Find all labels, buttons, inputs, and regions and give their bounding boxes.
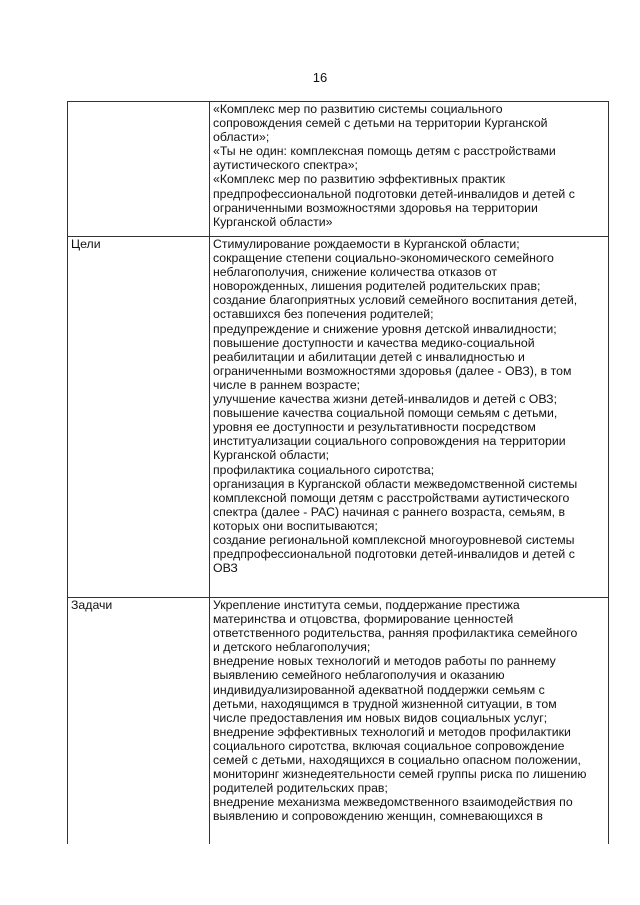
- text-line: комплексной помощи детям с расстройствами аутистического: [213, 490, 570, 505]
- text-line: числе предоставления им новых видов социальных услуг;: [213, 710, 548, 725]
- text-line: сопровождения семей с детьми на территории Курганской: [213, 116, 548, 131]
- text-line: числе в раннем возрасте;: [213, 377, 361, 392]
- text-line: институализации социального сопровождения на территории: [213, 434, 566, 449]
- text-line: повышение доступности и качества медико-социальной: [213, 335, 535, 350]
- text-line: которых они воспитываются;: [213, 518, 378, 533]
- row-content: [210, 102, 609, 237]
- text-line: Стимулирование рождаемости в Курганской области;: [213, 237, 520, 251]
- table-row-tasks: [68, 598, 609, 845]
- text-line: спектра (далее - РАС) начиная с раннего возраста, семьям, в: [213, 504, 566, 519]
- text-line: внедрение механизма межведомственного взаимодействия по: [213, 795, 573, 810]
- table-row-goals: [68, 237, 609, 598]
- text-line: предупреждение и снижение уровня детской инвалидности;: [213, 321, 557, 336]
- text-line: аутистического спектра»;: [213, 158, 358, 173]
- text-line: реабилитации и абилитации детей с инвалидностью и: [213, 349, 525, 364]
- row-content: [210, 237, 609, 598]
- text-line: «Комплекс мер по развитию системы социального: [213, 102, 503, 116]
- text-line: выявлению и сопровождению женщин, сомневающихся в: [213, 809, 543, 824]
- text-line: внедрение новых технологий и методов работы по раннему: [213, 654, 556, 669]
- text-line: повышение качества социальной помощи семьям с детьми,: [213, 406, 558, 421]
- text-line: организация в Курганской области межведомственной системы: [213, 476, 578, 491]
- text-line: семей с детьми, находящихся в социально опасном положении,: [213, 753, 581, 768]
- text-line: Курганской области;: [213, 448, 330, 463]
- text-line: Укрепление института семьи, поддержание престижа: [213, 598, 520, 612]
- row-content: [210, 598, 609, 845]
- text-line: «Ты не один: комплексная помощь детям с расстройствами: [213, 144, 556, 159]
- text-line: внедрение эффективных технологий и методов профилактики: [213, 724, 571, 739]
- text-line: улучшение качества жизни детей-инвалидов и детей с ОВЗ;: [213, 392, 558, 407]
- row-label: Задачи: [68, 598, 210, 845]
- text-line: ограниченными возможностями здоровья на территории: [213, 200, 538, 215]
- text-line: новорожденных, лишения родителей родительских прав;: [213, 279, 541, 294]
- text-line: ограниченными возможностями здоровья (далее - ОВЗ), в том: [213, 363, 572, 378]
- text-line: социального сиротства, включая социальное сопровождение: [213, 738, 565, 753]
- table-row-continuation: [68, 102, 609, 237]
- text-line: Курганской области»: [213, 214, 333, 229]
- text-line: сокращение степени социально-экономического семейного: [213, 251, 554, 266]
- text-line: родителей родительских прав;: [213, 781, 388, 796]
- text-line: уровня ее доступности и результативности посредством: [213, 420, 536, 435]
- text-line: области»;: [213, 130, 270, 145]
- text-line: профилактика социального сиротства;: [213, 462, 435, 477]
- text-line: создание благоприятных условий семейного воспитания детей,: [213, 293, 578, 308]
- text-line: и детского неблагополучия;: [213, 640, 371, 655]
- text-line: детьми, находящимся в трудной жизненной ситуации, в том: [213, 696, 557, 711]
- program-table: [67, 101, 609, 844]
- text-line: материнства и отцовства, формирование ценностей: [213, 612, 514, 627]
- text-line: предпрофессиональной подготовки детей-инвалидов и детей с: [213, 547, 575, 562]
- text-line: мониторинг жизнедеятельности семей группы риска по лишению: [213, 767, 587, 782]
- page-number: 16: [312, 70, 328, 85]
- text-line: выявлению семейного неблагополучия и оказанию: [213, 668, 505, 683]
- text-line: предпрофессиональной подготовки детей-инвалидов и детей с: [213, 186, 575, 201]
- text-line: ОВЗ: [213, 561, 238, 576]
- text-line: создание региональной комплексной многоуровневой системы: [213, 532, 575, 547]
- text-line: «Комплекс мер по развитию эффективных практик: [213, 172, 506, 187]
- text-line: индивидуализированной адекватной поддержки семьям с: [213, 682, 545, 697]
- text-line: ответственного родительства, ранняя профилактика семейного: [213, 626, 578, 641]
- text-line: неблагополучия, снижение количества отказов от: [213, 265, 498, 280]
- text-line: оставшихся без попечения родителей;: [213, 307, 434, 322]
- row-label: Цели: [68, 237, 210, 598]
- row-label: [68, 102, 210, 237]
